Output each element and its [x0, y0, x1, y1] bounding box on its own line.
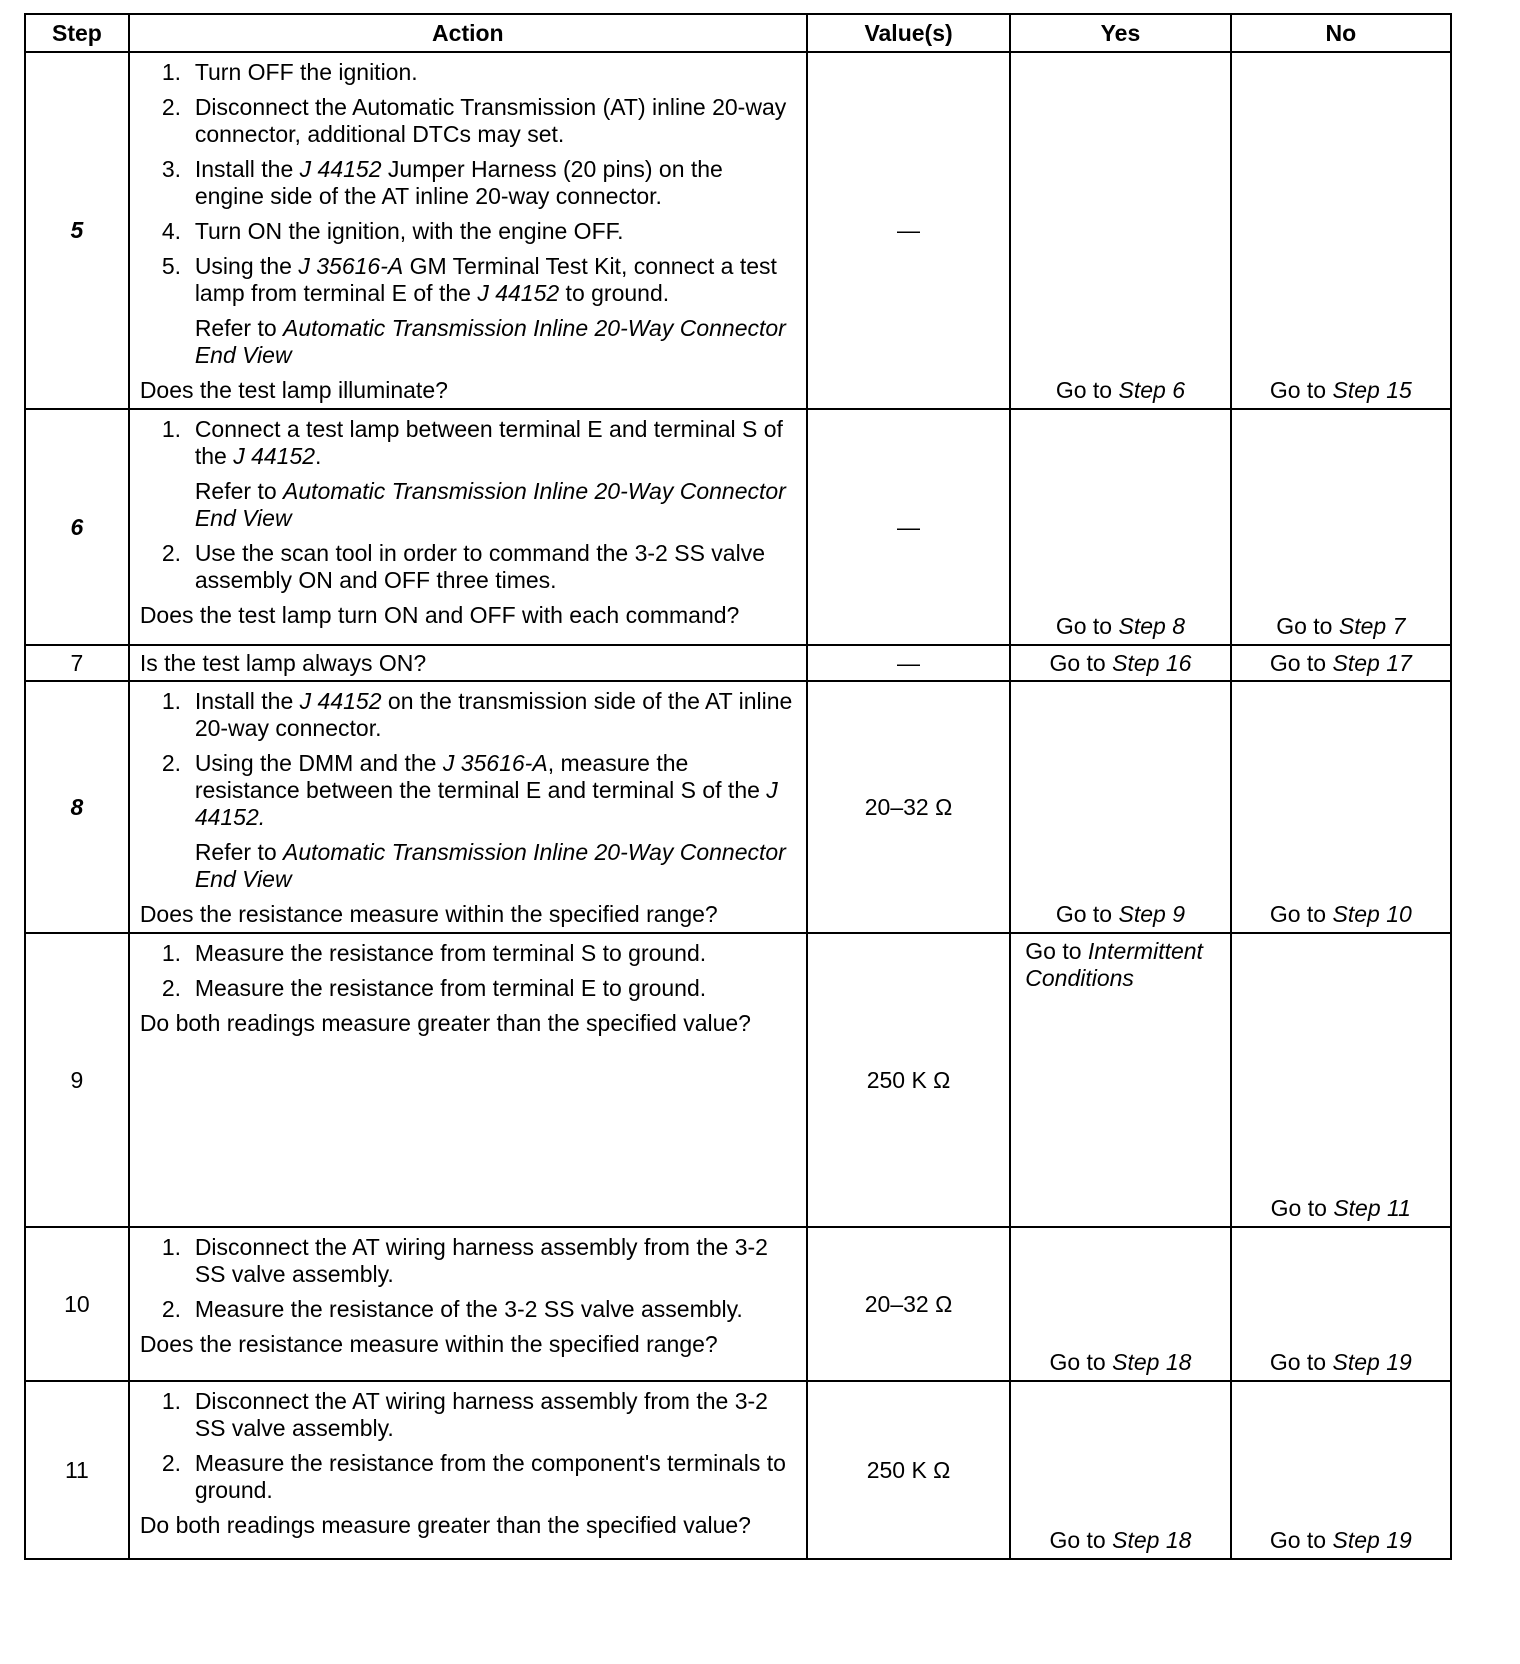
instruction-text: Refer to: [194, 839, 284, 865]
value-cell: 20–32 Ω: [807, 1227, 1010, 1381]
goto-link[interactable]: Go to Step 7: [1276, 613, 1406, 639]
instruction-text: Measure the resistance from the component's terminals to ground.: [194, 1450, 786, 1503]
italic-ref-text: J 44152: [299, 688, 382, 714]
no-cell: [1231, 52, 1451, 409]
table-row: [25, 933, 1451, 1227]
reference-note[interactable]: [140, 315, 798, 369]
step-number: 9: [25, 933, 129, 1227]
action-cell: [129, 52, 807, 409]
action-cell: [129, 933, 807, 1227]
table-row: [25, 645, 1451, 681]
instruction-text: .: [315, 443, 322, 469]
instruction-text: , measure the resistance between the terminal E and terminal S of the: [194, 750, 767, 803]
instruction-item: [140, 1388, 798, 1442]
instruction-item: [140, 218, 798, 245]
instruction-text: Turn ON the ignition, with the engine OFF.: [194, 218, 624, 244]
yes-cell: [1010, 1381, 1230, 1559]
instruction-item: [140, 750, 798, 831]
instruction-text: Measure the resistance from terminal S to ground.: [194, 940, 707, 966]
yes-cell: [1010, 409, 1230, 645]
instruction-number: 5.: [161, 253, 181, 279]
instruction-number: 4.: [161, 218, 181, 244]
value-cell: —: [807, 645, 1010, 681]
yes-cell: [1010, 645, 1230, 681]
instruction-item: [140, 416, 798, 470]
instruction-text: Disconnect the AT wiring harness assembly from the 3-2 SS valve assembly.: [194, 1388, 768, 1441]
instruction-number: 2.: [161, 94, 181, 120]
table-body: [25, 52, 1451, 1559]
question-text: Do both readings measure greater than the specified value?: [139, 1010, 751, 1036]
instruction-text: Jumper Harness (20 pins) on the engine side of the AT inline 20-way connector.: [194, 156, 723, 209]
no-cell: [1231, 409, 1451, 645]
step-number: 5: [25, 52, 129, 409]
table-row: [25, 409, 1451, 645]
step-number: 6: [25, 409, 129, 645]
question-text: Do both readings measure greater than the specified value?: [139, 1512, 751, 1538]
yes-cell: [1010, 681, 1230, 933]
italic-ref-text: J 44152.: [194, 777, 778, 830]
instruction-item: [140, 975, 798, 1002]
instruction-text: to ground.: [559, 280, 670, 306]
header-values: Value(s): [807, 14, 1010, 52]
value-cell: 20–32 Ω: [807, 681, 1010, 933]
instruction-text: Refer to: [194, 315, 284, 341]
value-cell: —: [807, 52, 1010, 409]
goto-link[interactable]: Go to Step 6: [1055, 377, 1185, 403]
italic-ref-text: Automatic Transmission Inline 20-Way Connector End View: [194, 315, 786, 368]
instruction-item: [140, 940, 798, 967]
action-cell: [129, 1381, 807, 1559]
value-cell: 250 K Ω: [807, 1381, 1010, 1559]
goto-link[interactable]: Go to Intermittent Conditions: [1025, 938, 1203, 991]
instruction-text: Refer to: [194, 478, 284, 504]
instruction-item: [140, 688, 798, 742]
instruction-text: Turn OFF the ignition.: [194, 59, 418, 85]
instruction-number: 2.: [161, 1450, 181, 1476]
step-number: 11: [25, 1381, 129, 1559]
header-no: No: [1231, 14, 1451, 52]
instruction-list: [140, 940, 798, 1002]
question-text: Does the test lamp illuminate?: [139, 377, 448, 403]
instruction-number: 2.: [161, 975, 181, 1001]
instruction-item: [140, 1296, 798, 1323]
italic-ref-text: J 35616-A: [442, 750, 548, 776]
goto-link[interactable]: Go to Step 19: [1269, 1527, 1412, 1553]
yes-cell: [1010, 933, 1230, 1227]
instruction-text: on the transmission side of the AT inline 20-way connector.: [194, 688, 793, 741]
instruction-list: [140, 688, 798, 893]
instruction-text: GM Terminal Test Kit, connect a test lamp from terminal E of the: [194, 253, 777, 306]
instruction-item: [140, 156, 798, 210]
instruction-number: 2.: [161, 750, 181, 776]
instruction-text: Install the: [194, 688, 300, 714]
goto-link[interactable]: Go to Step 15: [1269, 377, 1412, 403]
instruction-text: Using the: [194, 253, 299, 279]
table-row: [25, 681, 1451, 933]
goto-link[interactable]: Go to Step 10: [1269, 901, 1412, 927]
instruction-list: [140, 416, 798, 594]
italic-ref-text: J 44152: [299, 156, 382, 182]
instruction-number: 1.: [161, 688, 181, 714]
instruction-list: [140, 1234, 798, 1323]
instruction-item: [140, 253, 798, 307]
action-cell: [129, 645, 807, 681]
instruction-text: Using the DMM and the: [194, 750, 443, 776]
instruction-item: [140, 59, 798, 86]
value-cell: —: [807, 409, 1010, 645]
yes-cell: [1010, 52, 1230, 409]
diagnostic-table: [24, 13, 1452, 1560]
goto-link[interactable]: Go to Step 18: [1049, 1349, 1192, 1375]
instruction-number: 1.: [161, 1388, 181, 1414]
instruction-text: Use the scan tool in order to command the 3-2 SS valve assembly ON and OFF three times.: [194, 540, 765, 593]
no-cell: [1231, 681, 1451, 933]
table-row: [25, 52, 1451, 409]
action-cell: [129, 409, 807, 645]
instruction-text: Measure the resistance from terminal E to ground.: [194, 975, 707, 1001]
value-cell: 250 K Ω: [807, 933, 1010, 1227]
instruction-text: Connect a test lamp between terminal E and terminal S of the: [194, 416, 783, 469]
italic-ref-text: Automatic Transmission Inline 20-Way Connector End View: [194, 839, 786, 892]
instruction-text: Disconnect the AT wiring harness assembly from the 3-2 SS valve assembly.: [194, 1234, 768, 1287]
instruction-list: [140, 1388, 798, 1504]
header-action: Action: [129, 14, 807, 52]
yes-cell: [1010, 1227, 1230, 1381]
instruction-item: [140, 540, 798, 594]
instruction-item: [140, 1234, 798, 1288]
instruction-item: [140, 1450, 798, 1504]
goto-link[interactable]: Go to Step 9: [1055, 901, 1185, 927]
instruction-list: [140, 59, 798, 369]
header-row: [25, 14, 1451, 52]
table-row: [25, 1381, 1451, 1559]
instruction-number: 1.: [161, 416, 181, 442]
instruction-number: 1.: [161, 1234, 181, 1260]
goto-link[interactable]: Go to Step 17: [1269, 649, 1412, 676]
goto-link[interactable]: Go to Step 19: [1269, 1349, 1412, 1375]
italic-ref-text: J 44152: [233, 443, 316, 469]
instruction-number: 2.: [161, 1296, 181, 1322]
diagnostic-table-page: [24, 13, 1452, 1560]
action-cell: [129, 681, 807, 933]
instruction-text: Measure the resistance of the 3-2 SS valve assembly.: [194, 1296, 743, 1322]
question-text: Does the resistance measure within the specified range?: [139, 901, 718, 927]
goto-link[interactable]: Go to Step 18: [1049, 1527, 1192, 1553]
instruction-number: 3.: [161, 156, 181, 182]
italic-ref-text: Automatic Transmission Inline 20-Way Connector End View: [194, 478, 786, 531]
no-cell: [1231, 1227, 1451, 1381]
instruction-text: Disconnect the Automatic Transmission (AT) inline 20-way connector, additional DTCs may set.: [194, 94, 787, 147]
goto-link[interactable]: Go to Step 8: [1055, 613, 1185, 639]
italic-ref-text: J 35616-A: [298, 253, 404, 279]
no-cell: [1231, 645, 1451, 681]
reference-note[interactable]: [140, 839, 798, 893]
header-step: Step: [25, 14, 129, 52]
goto-link[interactable]: Go to Step 11: [1270, 1195, 1411, 1221]
goto-link[interactable]: Go to Step 16: [1049, 649, 1192, 676]
question-text: Does the resistance measure within the specified range?: [139, 1331, 718, 1357]
no-cell: [1231, 933, 1451, 1227]
action-cell: [129, 1227, 807, 1381]
italic-ref-text: J 44152: [477, 280, 560, 306]
step-number: 7: [25, 645, 129, 681]
instruction-number: 1.: [161, 940, 181, 966]
question-text: Does the test lamp turn ON and OFF with each command?: [139, 602, 740, 628]
no-cell: [1231, 1381, 1451, 1559]
question-text: Is the test lamp always ON?: [139, 650, 427, 676]
step-number: 8: [25, 681, 129, 933]
step-number: 10: [25, 1227, 129, 1381]
table-row: [25, 1227, 1451, 1381]
header-yes: Yes: [1010, 14, 1230, 52]
instruction-item: [140, 94, 798, 148]
reference-note[interactable]: [140, 478, 798, 532]
instruction-number: 2.: [161, 540, 181, 566]
instruction-text: Install the: [194, 156, 300, 182]
instruction-number: 1.: [161, 59, 181, 85]
